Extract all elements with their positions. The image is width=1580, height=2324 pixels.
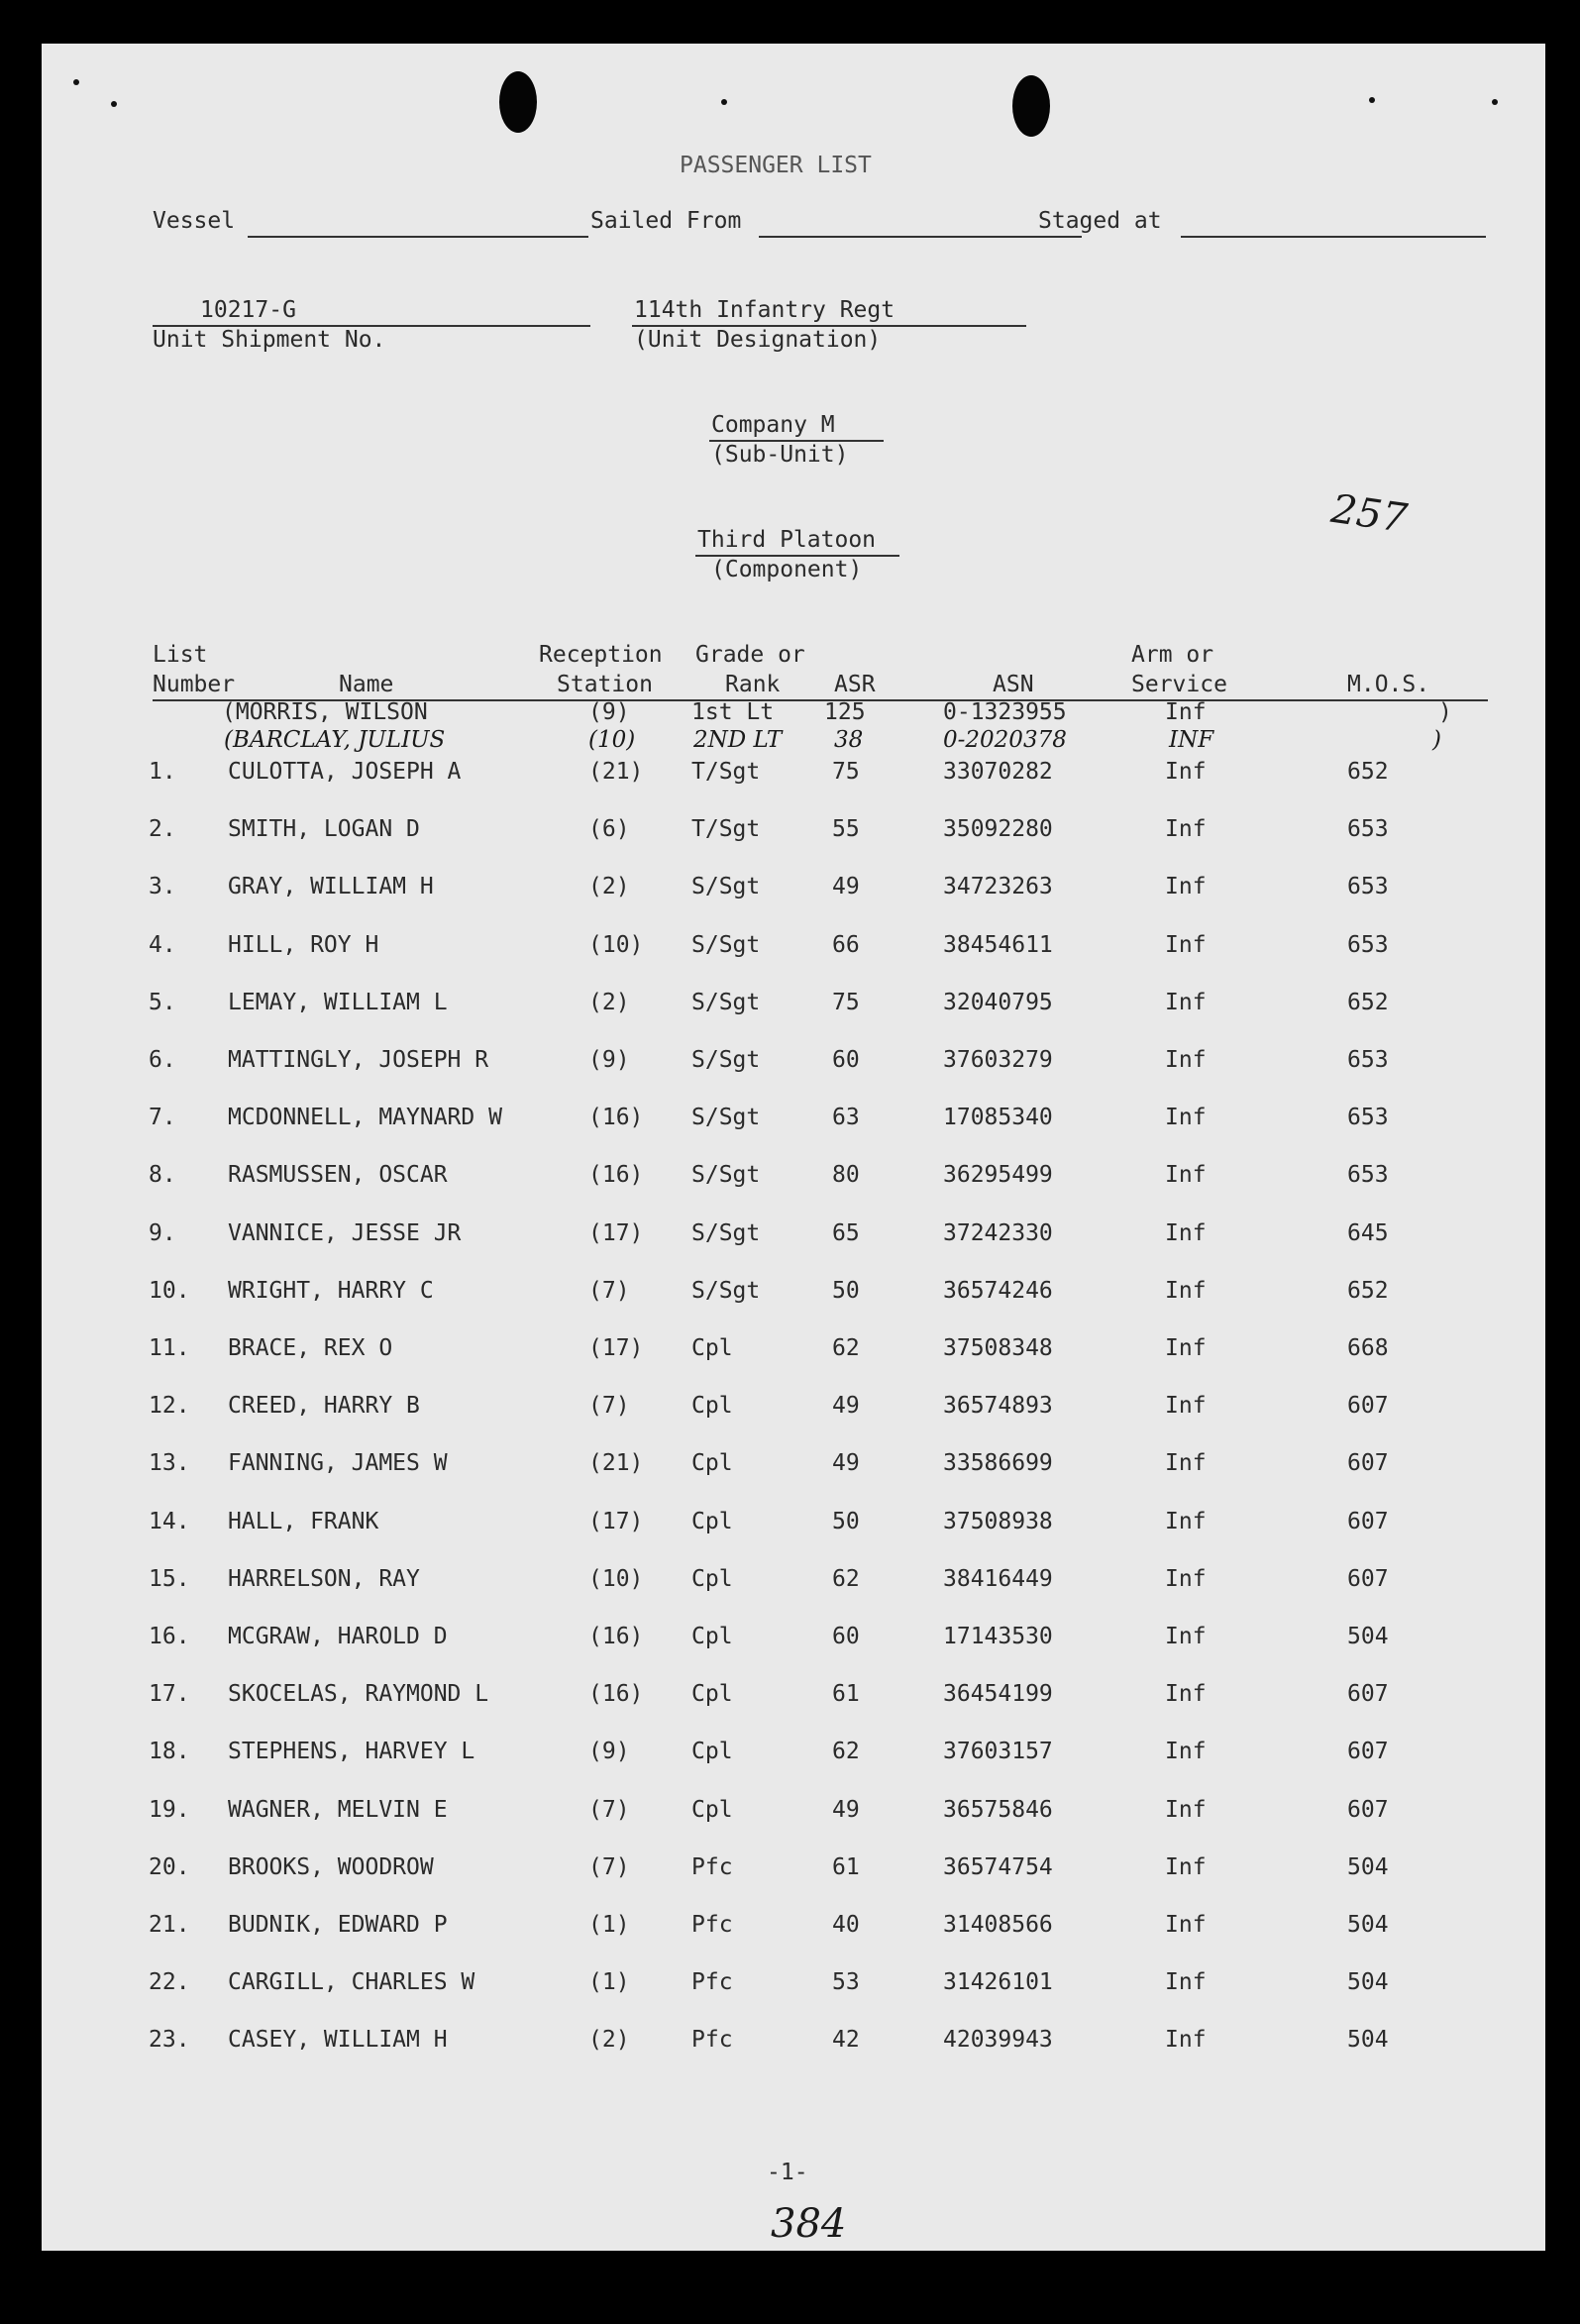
- grade: S/Sgt: [691, 931, 761, 958]
- row-number: 22.: [149, 1969, 190, 1996]
- row-number: 20.: [149, 1853, 190, 1880]
- mos-code: 504: [1347, 1853, 1389, 1880]
- grade: Pfc: [691, 1853, 733, 1880]
- serial-number: 37508348: [943, 1335, 1053, 1361]
- unit-shipment-label: Unit Shipment No.: [153, 327, 386, 353]
- asr-score: 75: [832, 989, 860, 1015]
- asr-score: 61: [832, 1681, 860, 1708]
- arm-or-service: Inf: [1165, 1796, 1207, 1823]
- serial-number: 36575846: [943, 1796, 1053, 1823]
- component-label: (Component): [711, 557, 863, 582]
- officer-grade: 1st Lt: [691, 699, 775, 725]
- asr-score: 62: [832, 1739, 860, 1765]
- person-name: CASEY, WILLIAM H: [228, 2027, 448, 2054]
- grade: T/Sgt: [691, 816, 761, 843]
- arm-or-service: Inf: [1165, 989, 1207, 1015]
- vessel-label: Vessel: [153, 208, 236, 234]
- arm-or-service: Inf: [1165, 1508, 1207, 1534]
- person-name: MCGRAW, HAROLD D: [228, 1624, 448, 1649]
- officer-station: (9): [588, 699, 630, 725]
- arm-or-service: Inf: [1165, 874, 1207, 900]
- table-row: [42, 1393, 1545, 1432]
- table-row: [42, 1278, 1545, 1318]
- row-number: 16.: [149, 1624, 190, 1649]
- table-row: [42, 1681, 1545, 1721]
- reception-station: (16): [588, 1105, 644, 1131]
- grade: Cpl: [691, 1393, 733, 1420]
- row-number: 15.: [149, 1565, 190, 1592]
- reception-station: (16): [588, 1624, 644, 1649]
- arm-or-service: Inf: [1165, 1565, 1207, 1592]
- col-header-number: Number: [153, 672, 236, 697]
- officer-arm: INF: [1169, 727, 1214, 753]
- asr-score: 55: [832, 816, 860, 843]
- person-name: BROOKS, WOODROW: [228, 1853, 434, 1880]
- sailed-blank: [759, 236, 1082, 238]
- row-number: 3.: [149, 874, 176, 900]
- vessel-blank: [248, 236, 588, 238]
- document-page: [42, 44, 1545, 2251]
- reception-station: (16): [588, 1162, 644, 1189]
- subunit-value: Company M: [711, 412, 835, 438]
- arm-or-service: Inf: [1165, 1335, 1207, 1361]
- asr-score: 60: [832, 1047, 860, 1073]
- reception-station: (21): [588, 759, 644, 785]
- officer-name: (MORRIS, WILSON: [222, 699, 428, 725]
- person-name: CREED, HARRY B: [228, 1393, 420, 1420]
- reception-station: (17): [588, 1335, 644, 1361]
- reception-station: (7): [588, 1853, 630, 1880]
- row-number: 1.: [149, 759, 176, 785]
- speck: [721, 99, 727, 105]
- mos-code: 652: [1347, 759, 1389, 785]
- row-number: 5.: [149, 989, 176, 1015]
- grade: S/Sgt: [691, 1162, 761, 1189]
- col-header-name: Name: [339, 672, 394, 697]
- reception-station: (2): [588, 2027, 630, 2054]
- arm-or-service: Inf: [1165, 1105, 1207, 1131]
- table-row: [42, 1912, 1545, 1952]
- reception-station: (7): [588, 1277, 630, 1304]
- officer-asn: 0-2020378: [943, 727, 1067, 753]
- officer-asr: 38: [834, 727, 864, 753]
- table-row: [42, 1969, 1545, 2009]
- grade: Cpl: [691, 1624, 733, 1649]
- row-number: 19.: [149, 1796, 190, 1823]
- mos-code: 504: [1347, 1624, 1389, 1649]
- serial-number: 36454199: [943, 1681, 1053, 1708]
- mos-code: 607: [1347, 1681, 1389, 1708]
- grade: Pfc: [691, 2027, 733, 2054]
- serial-number: 33586699: [943, 1450, 1053, 1477]
- reception-station: (2): [588, 874, 630, 900]
- mos-code: 653: [1347, 1047, 1389, 1073]
- table-row: [42, 1566, 1545, 1606]
- person-name: HALL, FRANK: [228, 1508, 379, 1534]
- mos-code: 645: [1347, 1219, 1389, 1246]
- row-number: 23.: [149, 2027, 190, 2054]
- reception-station: (2): [588, 989, 630, 1015]
- arm-or-service: Inf: [1165, 1681, 1207, 1708]
- asr-score: 40: [832, 1912, 860, 1938]
- person-name: WRIGHT, HARRY C: [228, 1277, 434, 1304]
- serial-number: 42039943: [943, 2027, 1053, 2054]
- table-row: [42, 1047, 1545, 1087]
- grade: Cpl: [691, 1796, 733, 1823]
- document-title: PASSENGER LIST: [680, 153, 872, 178]
- mos-code: 653: [1347, 931, 1389, 958]
- reception-station: (1): [588, 1912, 630, 1938]
- arm-or-service: Inf: [1165, 1162, 1207, 1189]
- mos-code: 607: [1347, 1450, 1389, 1477]
- unit-designation-value: 114th Infantry Regt: [634, 297, 895, 323]
- table-row: [42, 1624, 1545, 1663]
- punch-hole-right: [1012, 75, 1050, 137]
- asr-score: 60: [832, 1624, 860, 1649]
- reception-station: (21): [588, 1450, 644, 1477]
- arm-or-service: Inf: [1165, 1624, 1207, 1649]
- arm-or-service: Inf: [1165, 931, 1207, 958]
- table-row: [42, 1854, 1545, 1894]
- serial-number: 17085340: [943, 1105, 1053, 1131]
- arm-or-service: Inf: [1165, 816, 1207, 843]
- person-name: STEPHENS, HARVEY L: [228, 1739, 475, 1765]
- row-number: 4.: [149, 931, 176, 958]
- col-header-service: Service: [1131, 672, 1227, 697]
- col-header-grade: Grade or: [695, 642, 805, 668]
- asr-score: 62: [832, 1335, 860, 1361]
- page-number: -1-: [767, 2160, 808, 2185]
- person-name: SKOCELAS, RAYMOND L: [228, 1681, 489, 1708]
- grade: S/Sgt: [691, 874, 761, 900]
- serial-number: 33070282: [943, 759, 1053, 785]
- component-value: Third Platoon: [697, 527, 877, 553]
- person-name: CULOTTA, JOSEPH A: [228, 759, 462, 785]
- reception-station: (9): [588, 1047, 630, 1073]
- mos-code: 653: [1347, 1162, 1389, 1189]
- serial-number: 37508938: [943, 1508, 1053, 1534]
- arm-or-service: Inf: [1165, 1047, 1207, 1073]
- row-number: 14.: [149, 1508, 190, 1534]
- staged-blank: [1181, 236, 1486, 238]
- mos-code: 607: [1347, 1508, 1389, 1534]
- handwritten-number: 384: [771, 2201, 847, 2247]
- row-number: 17.: [149, 1681, 190, 1708]
- grade: Cpl: [691, 1681, 733, 1708]
- staged-label: Staged at: [1038, 208, 1162, 234]
- serial-number: 36295499: [943, 1162, 1053, 1189]
- officer-mos: ): [1432, 727, 1441, 753]
- asr-score: 49: [832, 1393, 860, 1420]
- serial-number: 17143530: [943, 1624, 1053, 1649]
- person-name: LEMAY, WILLIAM L: [228, 989, 448, 1015]
- asr-score: 61: [832, 1853, 860, 1880]
- table-row: [42, 1220, 1545, 1260]
- table-row: [42, 759, 1545, 798]
- asr-score: 50: [832, 1508, 860, 1534]
- asr-score: 62: [832, 1565, 860, 1592]
- asr-score: 50: [832, 1277, 860, 1304]
- col-header-asn: ASN: [993, 672, 1034, 697]
- mos-code: 652: [1347, 989, 1389, 1015]
- serial-number: 38416449: [943, 1565, 1053, 1592]
- serial-number: 31426101: [943, 1969, 1053, 1996]
- unit-designation-label: (Unit Designation): [634, 327, 882, 353]
- person-name: VANNICE, JESSE JR: [228, 1219, 462, 1246]
- mos-code: 607: [1347, 1565, 1389, 1592]
- col-header-reception: Reception: [539, 642, 663, 668]
- col-header-asr: ASR: [834, 672, 876, 697]
- officer-arm: Inf: [1165, 699, 1207, 725]
- grade: S/Sgt: [691, 1277, 761, 1304]
- person-name: FANNING, JAMES W: [228, 1450, 448, 1477]
- table-row: [42, 1105, 1545, 1144]
- asr-score: 53: [832, 1969, 860, 1996]
- asr-score: 75: [832, 759, 860, 785]
- row-number: 12.: [149, 1393, 190, 1420]
- row-number: 6.: [149, 1047, 176, 1073]
- col-header-station: Station: [557, 672, 653, 697]
- grade: Cpl: [691, 1450, 733, 1477]
- arm-or-service: Inf: [1165, 1912, 1207, 1938]
- asr-score: 49: [832, 1450, 860, 1477]
- table-row: [42, 1335, 1545, 1375]
- table-row: [42, 1739, 1545, 1778]
- serial-number: 37603279: [943, 1047, 1053, 1073]
- table-row: [42, 1509, 1545, 1548]
- officer-grade: 2ND LT: [693, 727, 783, 753]
- speck: [1369, 97, 1375, 103]
- subunit-label: (Sub-Unit): [711, 442, 849, 468]
- officer-asr: 125: [824, 699, 866, 725]
- reception-station: (9): [588, 1739, 630, 1765]
- sailed-label: Sailed From: [590, 208, 742, 234]
- serial-number: 32040795: [943, 989, 1053, 1015]
- col-header-mos: M.O.S.: [1347, 672, 1430, 697]
- grade: S/Sgt: [691, 1105, 761, 1131]
- table-row: [42, 1450, 1545, 1490]
- serial-number: 36574893: [943, 1393, 1053, 1420]
- officer-asn: 0-1323955: [943, 699, 1067, 725]
- arm-or-service: Inf: [1165, 2027, 1207, 2054]
- mos-code: 668: [1347, 1335, 1389, 1361]
- table-row: [42, 2027, 1545, 2066]
- person-name: BRACE, REX O: [228, 1335, 393, 1361]
- grade: Cpl: [691, 1739, 733, 1765]
- col-header-list: List: [153, 642, 208, 668]
- col-header-rank: Rank: [725, 672, 781, 697]
- arm-or-service: Inf: [1165, 1969, 1207, 1996]
- col-header-arm: Arm or: [1131, 642, 1214, 668]
- table-row: [42, 1797, 1545, 1837]
- asr-score: 49: [832, 874, 860, 900]
- row-number: 10.: [149, 1277, 190, 1304]
- speck: [111, 101, 117, 107]
- speck: [73, 79, 79, 85]
- table-row: [42, 990, 1545, 1029]
- mos-code: 504: [1347, 1969, 1389, 1996]
- arm-or-service: Inf: [1165, 759, 1207, 785]
- person-name: MCDONNELL, MAYNARD W: [228, 1105, 502, 1131]
- mos-code: 504: [1347, 2027, 1389, 2054]
- table-row: [42, 932, 1545, 972]
- table-row: [42, 816, 1545, 856]
- officer-name: (BARCLAY, JULIUS: [224, 727, 446, 753]
- asr-score: 65: [832, 1219, 860, 1246]
- mos-code: 607: [1347, 1739, 1389, 1765]
- person-name: BUDNIK, EDWARD P: [228, 1912, 448, 1938]
- serial-number: 37603157: [943, 1739, 1053, 1765]
- serial-number: 36574246: [943, 1277, 1053, 1304]
- person-name: GRAY, WILLIAM H: [228, 874, 434, 900]
- mos-code: 607: [1347, 1796, 1389, 1823]
- row-number: 8.: [149, 1162, 176, 1189]
- arm-or-service: Inf: [1165, 1853, 1207, 1880]
- grade: Cpl: [691, 1565, 733, 1592]
- serial-number: 36574754: [943, 1853, 1053, 1880]
- arm-or-service: Inf: [1165, 1277, 1207, 1304]
- grade: Cpl: [691, 1335, 733, 1361]
- arm-or-service: Inf: [1165, 1219, 1207, 1246]
- person-name: RASMUSSEN, OSCAR: [228, 1162, 448, 1189]
- officer-mos: ): [1438, 699, 1452, 725]
- officer-station: (10): [588, 727, 636, 753]
- grade: Pfc: [691, 1912, 733, 1938]
- serial-number: 38454611: [943, 931, 1053, 958]
- grade: Cpl: [691, 1508, 733, 1534]
- person-name: MATTINGLY, JOSEPH R: [228, 1047, 489, 1073]
- person-name: CARGILL, CHARLES W: [228, 1969, 475, 1996]
- arm-or-service: Inf: [1165, 1450, 1207, 1477]
- table-row: [42, 1162, 1545, 1202]
- reception-station: (6): [588, 816, 630, 843]
- person-name: SMITH, LOGAN D: [228, 816, 420, 843]
- mos-code: 607: [1347, 1393, 1389, 1420]
- person-name: HILL, ROY H: [228, 931, 379, 958]
- reception-station: (7): [588, 1393, 630, 1420]
- unit-shipment-value: 10217-G: [200, 297, 296, 323]
- row-number: 11.: [149, 1335, 190, 1361]
- mos-code: 653: [1347, 816, 1389, 843]
- grade: S/Sgt: [691, 1047, 761, 1073]
- asr-score: 66: [832, 931, 860, 958]
- reception-station: (16): [588, 1681, 644, 1708]
- serial-number: 31408566: [943, 1912, 1053, 1938]
- person-name: HARRELSON, RAY: [228, 1565, 420, 1592]
- grade: Pfc: [691, 1969, 733, 1996]
- grade: S/Sgt: [691, 989, 761, 1015]
- grade: T/Sgt: [691, 759, 761, 785]
- row-number: 9.: [149, 1219, 176, 1246]
- reception-station: (1): [588, 1969, 630, 1996]
- mos-code: 652: [1347, 1277, 1389, 1304]
- arm-or-service: Inf: [1165, 1393, 1207, 1420]
- reception-station: (17): [588, 1508, 644, 1534]
- mos-code: 653: [1347, 874, 1389, 900]
- asr-score: 42: [832, 2027, 860, 2054]
- serial-number: 37242330: [943, 1219, 1053, 1246]
- row-number: 18.: [149, 1739, 190, 1765]
- grade: S/Sgt: [691, 1219, 761, 1246]
- serial-number: 35092280: [943, 816, 1053, 843]
- row-number: 13.: [149, 1450, 190, 1477]
- speck: [1492, 99, 1498, 105]
- handwritten-page-number: 257: [1328, 485, 1411, 543]
- arm-or-service: Inf: [1165, 1739, 1207, 1765]
- row-number: 2.: [149, 816, 176, 843]
- serial-number: 34723263: [943, 874, 1053, 900]
- row-number: 21.: [149, 1912, 190, 1938]
- reception-station: (10): [588, 1565, 644, 1592]
- asr-score: 49: [832, 1796, 860, 1823]
- person-name: WAGNER, MELVIN E: [228, 1796, 448, 1823]
- reception-station: (7): [588, 1796, 630, 1823]
- mos-code: 653: [1347, 1105, 1389, 1131]
- reception-station: (10): [588, 931, 644, 958]
- asr-score: 63: [832, 1105, 860, 1131]
- row-number: 7.: [149, 1105, 176, 1131]
- reception-station: (17): [588, 1219, 644, 1246]
- asr-score: 80: [832, 1162, 860, 1189]
- mos-code: 504: [1347, 1912, 1389, 1938]
- punch-hole-left: [499, 71, 537, 133]
- table-row: [42, 874, 1545, 913]
